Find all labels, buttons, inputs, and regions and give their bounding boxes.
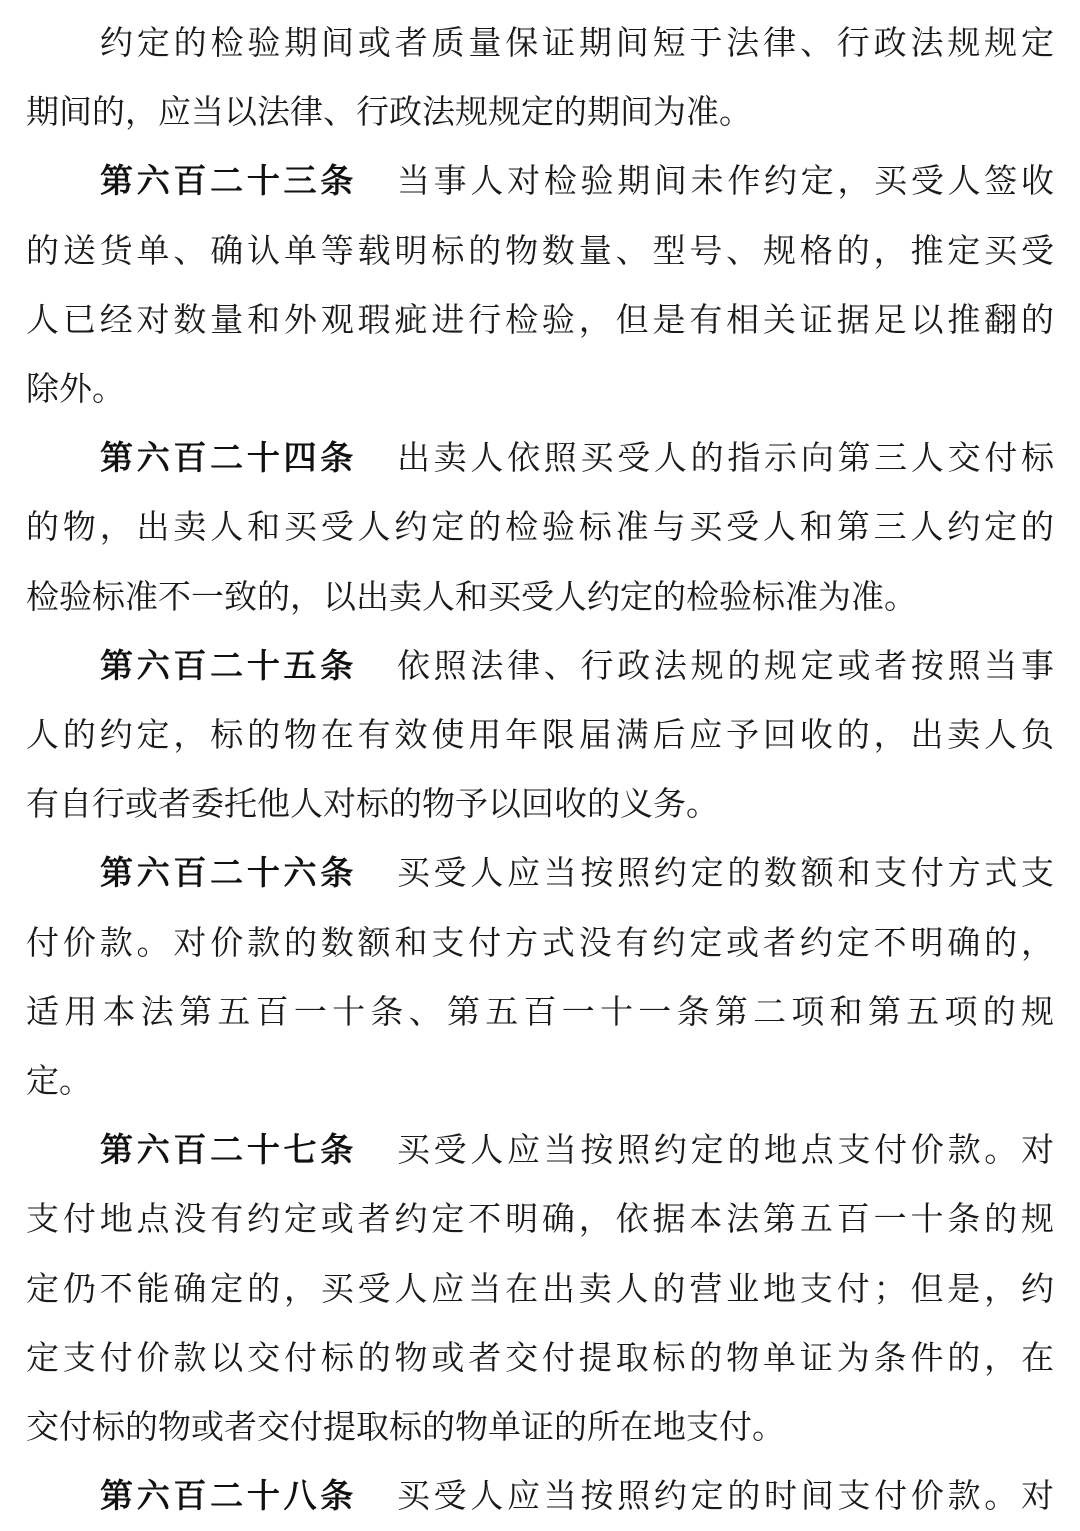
text-line: 人已经对数量和外观瑕疵进行检验，但是有相关证据足以推翻的 — [26, 299, 1054, 339]
article-number: 第六百二十五条 — [100, 645, 357, 685]
text-line: 付价款。对价款的数额和支付方式没有约定或者约定不明确的， — [26, 922, 1054, 962]
text-line: 定。 — [26, 1061, 92, 1100]
text-line: 适用本法第五百一十条、第五百一十一条第二项和第五项的规 — [26, 991, 1054, 1031]
text-line: 有自行或者委托他人对标的物予以回收的义务。 — [26, 784, 719, 824]
article-text: 依照法律、行政法规的规定或者按照当事 — [396, 645, 1054, 685]
text-line: 支付地点没有约定或者约定不明确，依据本法第五百一十条的规 — [26, 1199, 1054, 1239]
article-number: 第六百二十七条 — [100, 1130, 357, 1170]
text-line: 交付标的物或者交付提取标的物单证的所在地支付。 — [26, 1407, 785, 1446]
article-text: 买受人应当按照约定的地点支付价款。对 — [396, 1130, 1054, 1170]
text-line: 检验标准不一致的，以出卖人和买受人约定的检验标准为准。 — [26, 576, 917, 616]
text-line: 的物，出卖人和买受人约定的检验标准与买受人和第三人约定的 — [26, 507, 1054, 547]
article-text: 出卖人依照买受人的指示向第三人交付标 — [396, 438, 1054, 478]
article-text: 当事人对检验期间未作约定，买受人签收 — [396, 161, 1054, 201]
article-number: 第六百二十四条 — [100, 438, 357, 478]
article-first-line — [26, 423, 1054, 493]
article-text: 买受人应当按照约定的时间支付价款。对 — [396, 1476, 1054, 1516]
text-line: 期间的，应当以法律、行政法规规定的期间为准。 — [26, 92, 752, 132]
article-number: 第六百二十三条 — [100, 161, 357, 201]
article-number: 第六百二十六条 — [100, 853, 357, 893]
article-first-line — [26, 838, 1054, 908]
text-line: 定支付价款以交付标的物或者交付提取标的物单证为条件的，在 — [26, 1337, 1054, 1377]
article-text: 买受人应当按照约定的数额和支付方式支 — [396, 853, 1054, 893]
text-line: 的送货单、确认单等载明标的物数量、型号、规格的，推定买受 — [26, 230, 1054, 270]
article-first-line — [26, 631, 1054, 701]
text-line: 定仍不能确定的，买受人应当在出卖人的营业地支付；但是，约 — [26, 1268, 1054, 1308]
article-first-line — [26, 1461, 1054, 1531]
article-first-line — [26, 146, 1054, 216]
text-line: 人的约定，标的物在有效使用年限届满后应予回收的，出卖人负 — [26, 715, 1054, 754]
text-line: 除外。 — [26, 369, 125, 408]
article-first-line — [26, 1115, 1054, 1185]
article-number: 第六百二十八条 — [100, 1476, 357, 1516]
text-line: 约定的检验期间或者质量保证期间短于法律、行政法规规定 — [100, 23, 1054, 62]
